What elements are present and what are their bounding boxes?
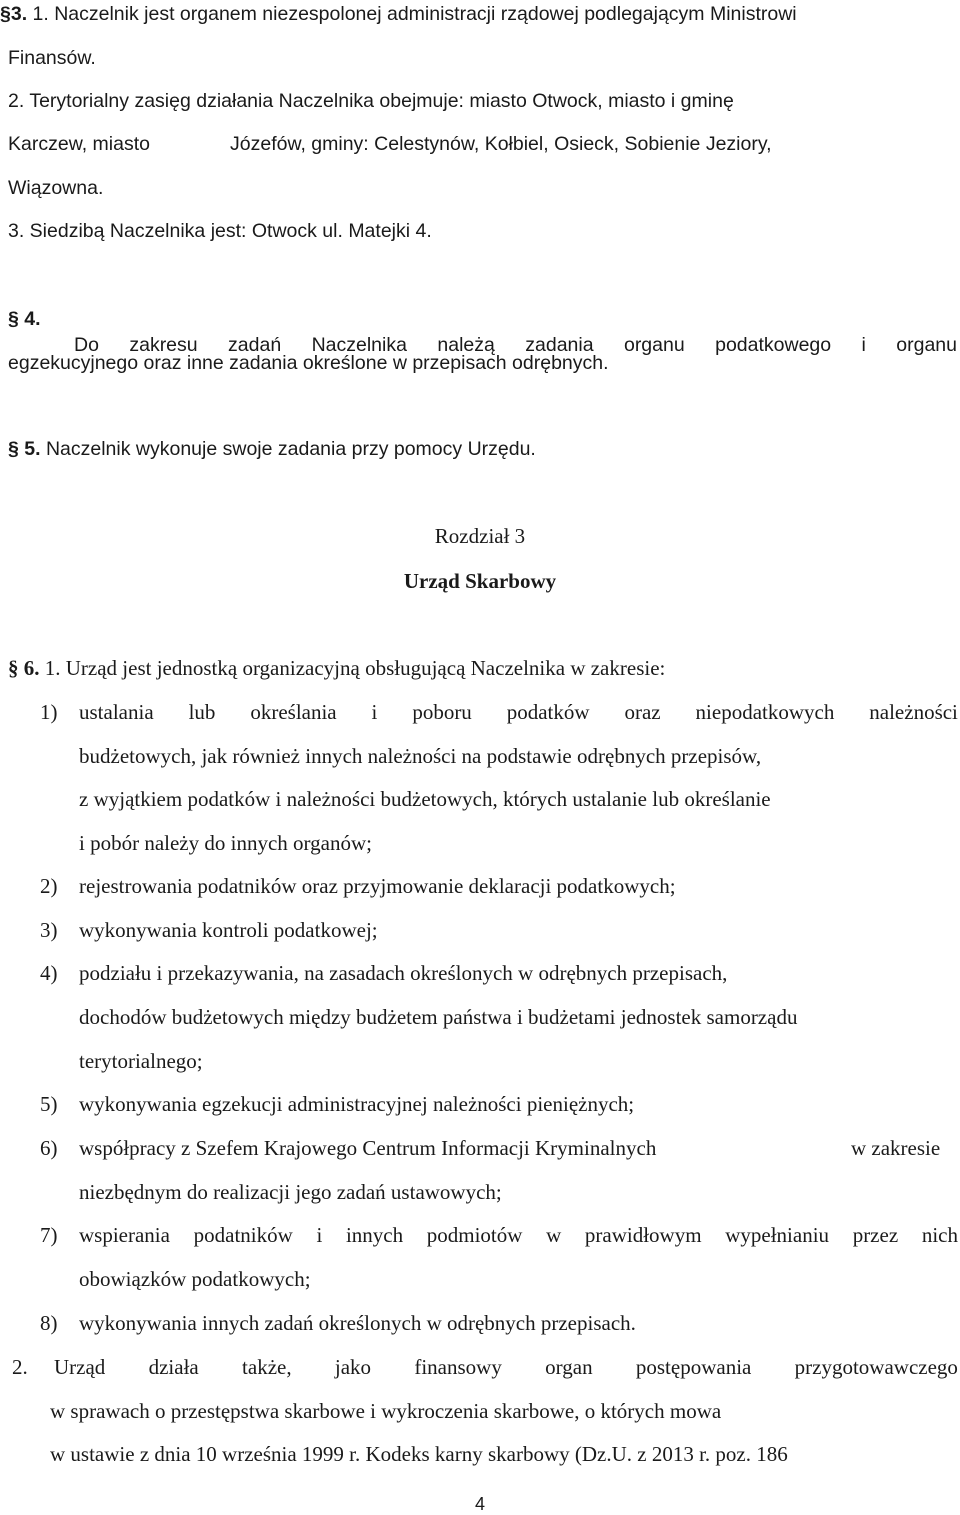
word: wspierania [79, 1223, 170, 1247]
word: w [546, 1223, 562, 1247]
word: przygotowawczego [794, 1355, 958, 1379]
word: należą [437, 334, 495, 356]
word: ustalania [79, 700, 154, 724]
list-item-number: 6) [40, 1136, 58, 1160]
word: Urząd [54, 1355, 106, 1379]
word: działa [148, 1355, 199, 1379]
word: Do [74, 334, 99, 356]
paragraph-6-intro: 1. Urząd jest jednostką organizacyjną obsługującą Naczelnika w zakresie: [44, 656, 666, 680]
list-item-line-tail: w zakresie [851, 1136, 941, 1160]
word: finansowy [414, 1355, 502, 1379]
paragraph-3-point-2-line-2b: Józefów, gminy: Celestynów, Kołbiel, Osieck, Sobienie Jeziory, [230, 133, 772, 155]
word: poboru [412, 700, 472, 724]
list-item-number: 4) [40, 961, 58, 985]
word: i [316, 1223, 323, 1247]
word: organ [545, 1355, 593, 1379]
point-2-line [54, 1354, 958, 1380]
list-item-number: 2) [40, 874, 58, 898]
chapter-title: Urząd Skarbowy [403, 569, 557, 593]
word: nich [921, 1223, 958, 1247]
paragraph-6-intro-row [8, 655, 665, 681]
chapter-number: Rozdział 3 [434, 524, 526, 548]
word: zadań [228, 334, 282, 356]
list-item-line: współpracy z Szefem Krajowego Centrum Informacji Kryminalnych [79, 1136, 657, 1160]
word: przez [852, 1223, 899, 1247]
list-item-line: terytorialnego; [79, 1049, 203, 1073]
word: oraz [624, 700, 661, 724]
list-item-number: 8) [40, 1311, 58, 1335]
list-item-number: 7) [40, 1223, 58, 1247]
list-item-number: 3) [40, 918, 58, 942]
list-item-line: i pobór należy do innych organów; [79, 831, 372, 855]
word: podatników [193, 1223, 293, 1247]
point-2-line: w sprawach o przestępstwa skarbowe i wykroczenia skarbowe, o których mowa [50, 1399, 722, 1423]
word: lub [188, 700, 216, 724]
list-item-line: dochodów budżetowych między budżetem państwa i budżetami jednostek samorządu [79, 1005, 798, 1029]
point-2-number: 2. [12, 1355, 28, 1379]
list-item-line: z wyjątkiem podatków i należności budżetowych, których ustalanie lub określanie [79, 787, 771, 811]
paragraph-3-point-2-line-1: 2. Terytorialny zasięg działania Naczelnika obejmuje: miasto Otwock, miasto i gminę [8, 90, 734, 112]
point-2-line: w ustawie z dnia 10 września 1999 r. Kodeks karny skarbowy (Dz.U. z 2013 r. poz. 186 [50, 1442, 788, 1466]
word: niepodatkowych [695, 700, 835, 724]
list-item-line [79, 699, 958, 725]
paragraph-3-point-3: 3. Siedzibą Naczelnika jest: Otwock ul. Matejki 4. [8, 220, 432, 242]
list-item-line: rejestrowania podatników oraz przyjmowanie deklaracji podatkowych; [79, 874, 676, 898]
paragraph-4-line-1-row [8, 306, 957, 356]
list-item-number: 1) [40, 700, 58, 724]
list-item-line: budżetowych, jak również innych należności na podstawie odrębnych przepisów, [79, 744, 762, 768]
paragraph-3-point-2-line-3: Wiązowna. [8, 177, 104, 199]
word: organu [623, 334, 685, 356]
word: postępowania [635, 1355, 752, 1379]
list-item-line: obowiązków podatkowych; [79, 1267, 311, 1291]
paragraph-3-point-2-line-2a: Karczew, miasto [8, 133, 150, 155]
list-item-line: podziału i przekazywania, na zasadach określonych w odrębnych przepisach, [79, 961, 728, 985]
list-item-number: 5) [40, 1092, 58, 1116]
word: wypełnianiu [725, 1223, 830, 1247]
paragraph-3-line-1 [0, 1, 797, 27]
list-item-line: wykonywania egzekucji administracyjnej należności pieniężnych; [79, 1092, 635, 1116]
paragraph-3-lead: §3. [0, 3, 28, 25]
word: zakresu [129, 334, 198, 356]
list-item-line: wykonywania kontroli podatkowej; [79, 918, 378, 942]
word: organu [896, 334, 957, 356]
page-number: 4 [474, 1494, 485, 1514]
word: także, [242, 1355, 292, 1379]
paragraph-4-line-2: egzekucyjnego oraz inne zadania określone w przepisach odrębnych. [8, 352, 609, 374]
word: i [861, 334, 866, 356]
paragraph-3-point-1-line-1: 1. Naczelnik jest organem niezespolonej administracji rządowej podlegającym Ministrowi [27, 3, 797, 25]
paragraph-3-point-1-line-2: Finansów. [8, 47, 96, 69]
word: i [371, 700, 378, 724]
word: należności [869, 700, 958, 724]
list-item-line: niezbędnym do realizacji jego zadań ustawowych; [79, 1180, 502, 1204]
paragraph-4-lead: § 4. [8, 308, 41, 330]
list-item-line [79, 1222, 958, 1248]
word: podatków [506, 700, 590, 724]
word: prawidłowym [584, 1223, 702, 1247]
word: podmiotów [426, 1223, 523, 1247]
word: innych [345, 1223, 404, 1247]
paragraph-6-lead: § 6. [8, 656, 40, 680]
word: zadania [525, 334, 594, 356]
word: Naczelnika [311, 334, 407, 356]
paragraph-5 [8, 436, 536, 462]
word: określania [250, 700, 337, 724]
word: podatkowego [715, 334, 832, 356]
list-item-line: wykonywania innych zadań określonych w odrębnych przepisach. [79, 1311, 636, 1335]
word: jako [334, 1355, 372, 1379]
paragraph-5-text: Naczelnik wykonuje swoje zadania przy pomocy Urzędu. [45, 438, 536, 460]
paragraph-5-lead: § 5. [8, 438, 41, 460]
